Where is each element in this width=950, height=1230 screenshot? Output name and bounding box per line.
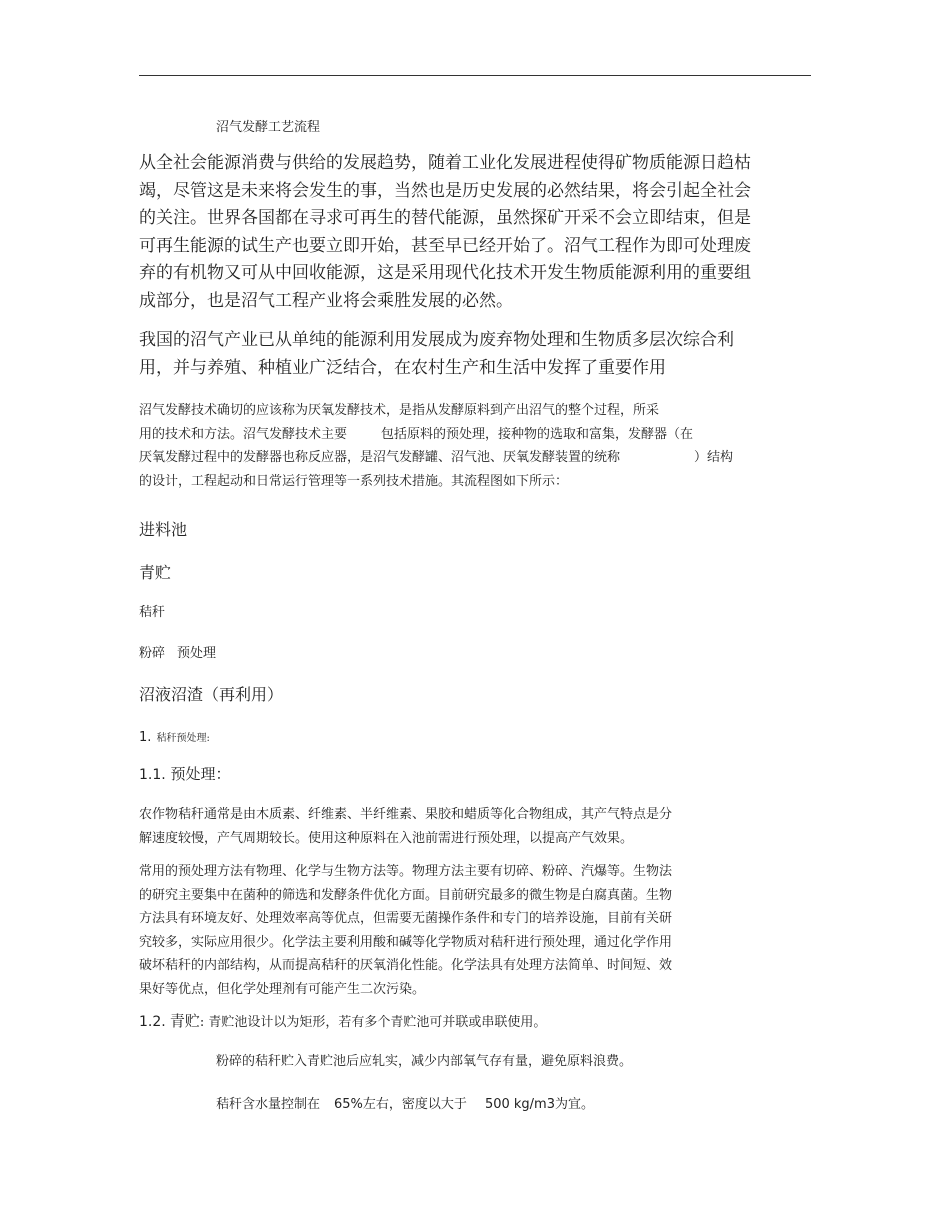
section-colon: : bbox=[199, 1015, 205, 1030]
text-line: 我国的沼气产业已从单纯的能源利用发展成为废弃物处理和生物质多层次综合利 bbox=[139, 330, 734, 350]
flow-silage: 青贮 bbox=[139, 563, 172, 582]
section-number: 1.1. bbox=[139, 767, 166, 783]
text-line bbox=[139, 446, 733, 470]
tech-paragraph bbox=[139, 399, 733, 493]
section-1-heading bbox=[139, 726, 210, 745]
density-value: 500 kg bbox=[484, 1097, 530, 1112]
text-line: 可再生能源的试生产也要立即开始，甚至早已经开始了。沼气工程作为即可处理废 bbox=[139, 235, 751, 256]
flow-crush: 粉碎 bbox=[139, 646, 166, 661]
moisture-value: 65% bbox=[334, 1097, 363, 1112]
text-line: 从全社会能源消费与供给的发展趋势，随着工业化发展进程使得矿物质能源日趋枯 bbox=[139, 153, 751, 173]
text-line: 方法具有环境友好、处理效率高等优点，但需要无菌操作条件和专门的培养设施，目前有关研 bbox=[139, 911, 673, 926]
section-text: 青贮池设计以为矩形，若有多个青贮池可并联或串联使用。 bbox=[208, 1015, 547, 1030]
silage-note-compact: 粉碎的秸秆贮入青贮池后应轧实，减少内部氧气存有量，避免原料浪费。 bbox=[216, 1054, 633, 1069]
industry-paragraph bbox=[139, 327, 734, 382]
text-segment: 厌氧发酵过程中的发酵器也称反应器，是沼气发酵罐、沼气池、厌氧发酵装置的统称 bbox=[139, 450, 621, 465]
section-title: 青贮 bbox=[169, 1012, 200, 1030]
silage-note-moisture bbox=[216, 1093, 594, 1112]
text-segment: ）结构 bbox=[694, 450, 734, 465]
text-segment: 包括原料的预处理，接种物的选取和富集，发酵器（在 bbox=[381, 426, 694, 442]
text-line: 的关注。世界各国都在寻求可再生的替代能源，虽然探矿开采不会立即结束，但是 bbox=[139, 208, 751, 228]
text-line: 成部分，也是沼气工程产业将会乘胜发展的必然。 bbox=[139, 290, 513, 311]
text-line bbox=[139, 423, 733, 447]
text-line: 用，并与养殖、种植业广泛结合，在农村生产和生活中发挥了重要作用 bbox=[139, 357, 666, 378]
text-line: 究较多，实际应用很少。化学法主要利用酸和碱等化学物质对秸秆进行预处理，通过化学作用 bbox=[139, 934, 673, 950]
header-rule bbox=[139, 75, 811, 76]
flow-feed-pool: 进料池 bbox=[139, 520, 188, 539]
flow-straw: 秸秆 bbox=[139, 605, 166, 620]
methods-paragraph bbox=[139, 860, 672, 1001]
section-1-1-heading bbox=[139, 763, 231, 784]
text-segment: 用的技术和方法。沼气发酵技术主要 bbox=[139, 426, 348, 442]
text-line: 弃的有机物又可从中回收能源，这是采用现代化技术开发生物质能源利用的重要组 bbox=[139, 263, 751, 283]
section-title: 秸秆预处理: bbox=[156, 733, 210, 744]
section-1-2-heading bbox=[139, 1010, 546, 1031]
section-number: 1.2. bbox=[139, 1014, 166, 1030]
text-line: 常用的预处理方法有物理、化学与生物方法等。物理方法主要有切碎、粉碎、汽爆等。生物法 bbox=[139, 864, 673, 879]
text-line: 解速度较慢，产气周期较长。使用这种原料在入池前需进行预处理，以提高产气效果。 bbox=[139, 830, 634, 846]
density-unit: /m3 bbox=[529, 1097, 555, 1112]
text-segment: 左右，密度以大于 bbox=[362, 1097, 467, 1112]
text-line: 的设计，工程起动和日常运行管理等一系列技术措施。其流程图如下所示： bbox=[139, 473, 569, 489]
text-line: 农作物秸秆通常是由木质素、纤维素、半纤维素、果胶和蜡质等化合物组成，其产气特点是分 bbox=[139, 807, 673, 822]
text-line: 果好等优点，但化学处理剂有可能产生二次污染。 bbox=[139, 981, 426, 997]
composition-paragraph bbox=[139, 803, 672, 850]
document-title: 沼气发酵工艺流程 bbox=[216, 120, 321, 135]
section-title: 预处理： bbox=[170, 765, 231, 783]
flow-crush-pretreat bbox=[139, 642, 216, 661]
flow-pretreat: 预处理 bbox=[177, 646, 217, 661]
intro-paragraph bbox=[139, 150, 751, 315]
flow-residue: 沼液沼渣（再利用） bbox=[139, 685, 284, 704]
text-line: 破坏秸秆的内部结构，从而提高秸秆的厌氧消化性能。化学法具有处理方法简单、时间短、效 bbox=[139, 958, 673, 973]
text-segment: 秸秆含水量控制在 bbox=[216, 1097, 321, 1112]
text-segment: 为宜。 bbox=[555, 1097, 595, 1112]
text-line: 的研究主要集中在菌种的筛选和发酵条件优化方面。目前研究最多的微生物是白腐真菌。生物 bbox=[139, 887, 673, 903]
section-number: 1. bbox=[139, 730, 152, 745]
text-line: 竭，尽管这是未来将会发生的事，当然也是历史发展的必然结果，将会引起全社会 bbox=[139, 180, 751, 201]
text-line: 沼气发酵技术确切的应该称为厌氧发酵技术，是指从发酵原料到产出沼气的整个过程，所采 bbox=[139, 403, 660, 418]
